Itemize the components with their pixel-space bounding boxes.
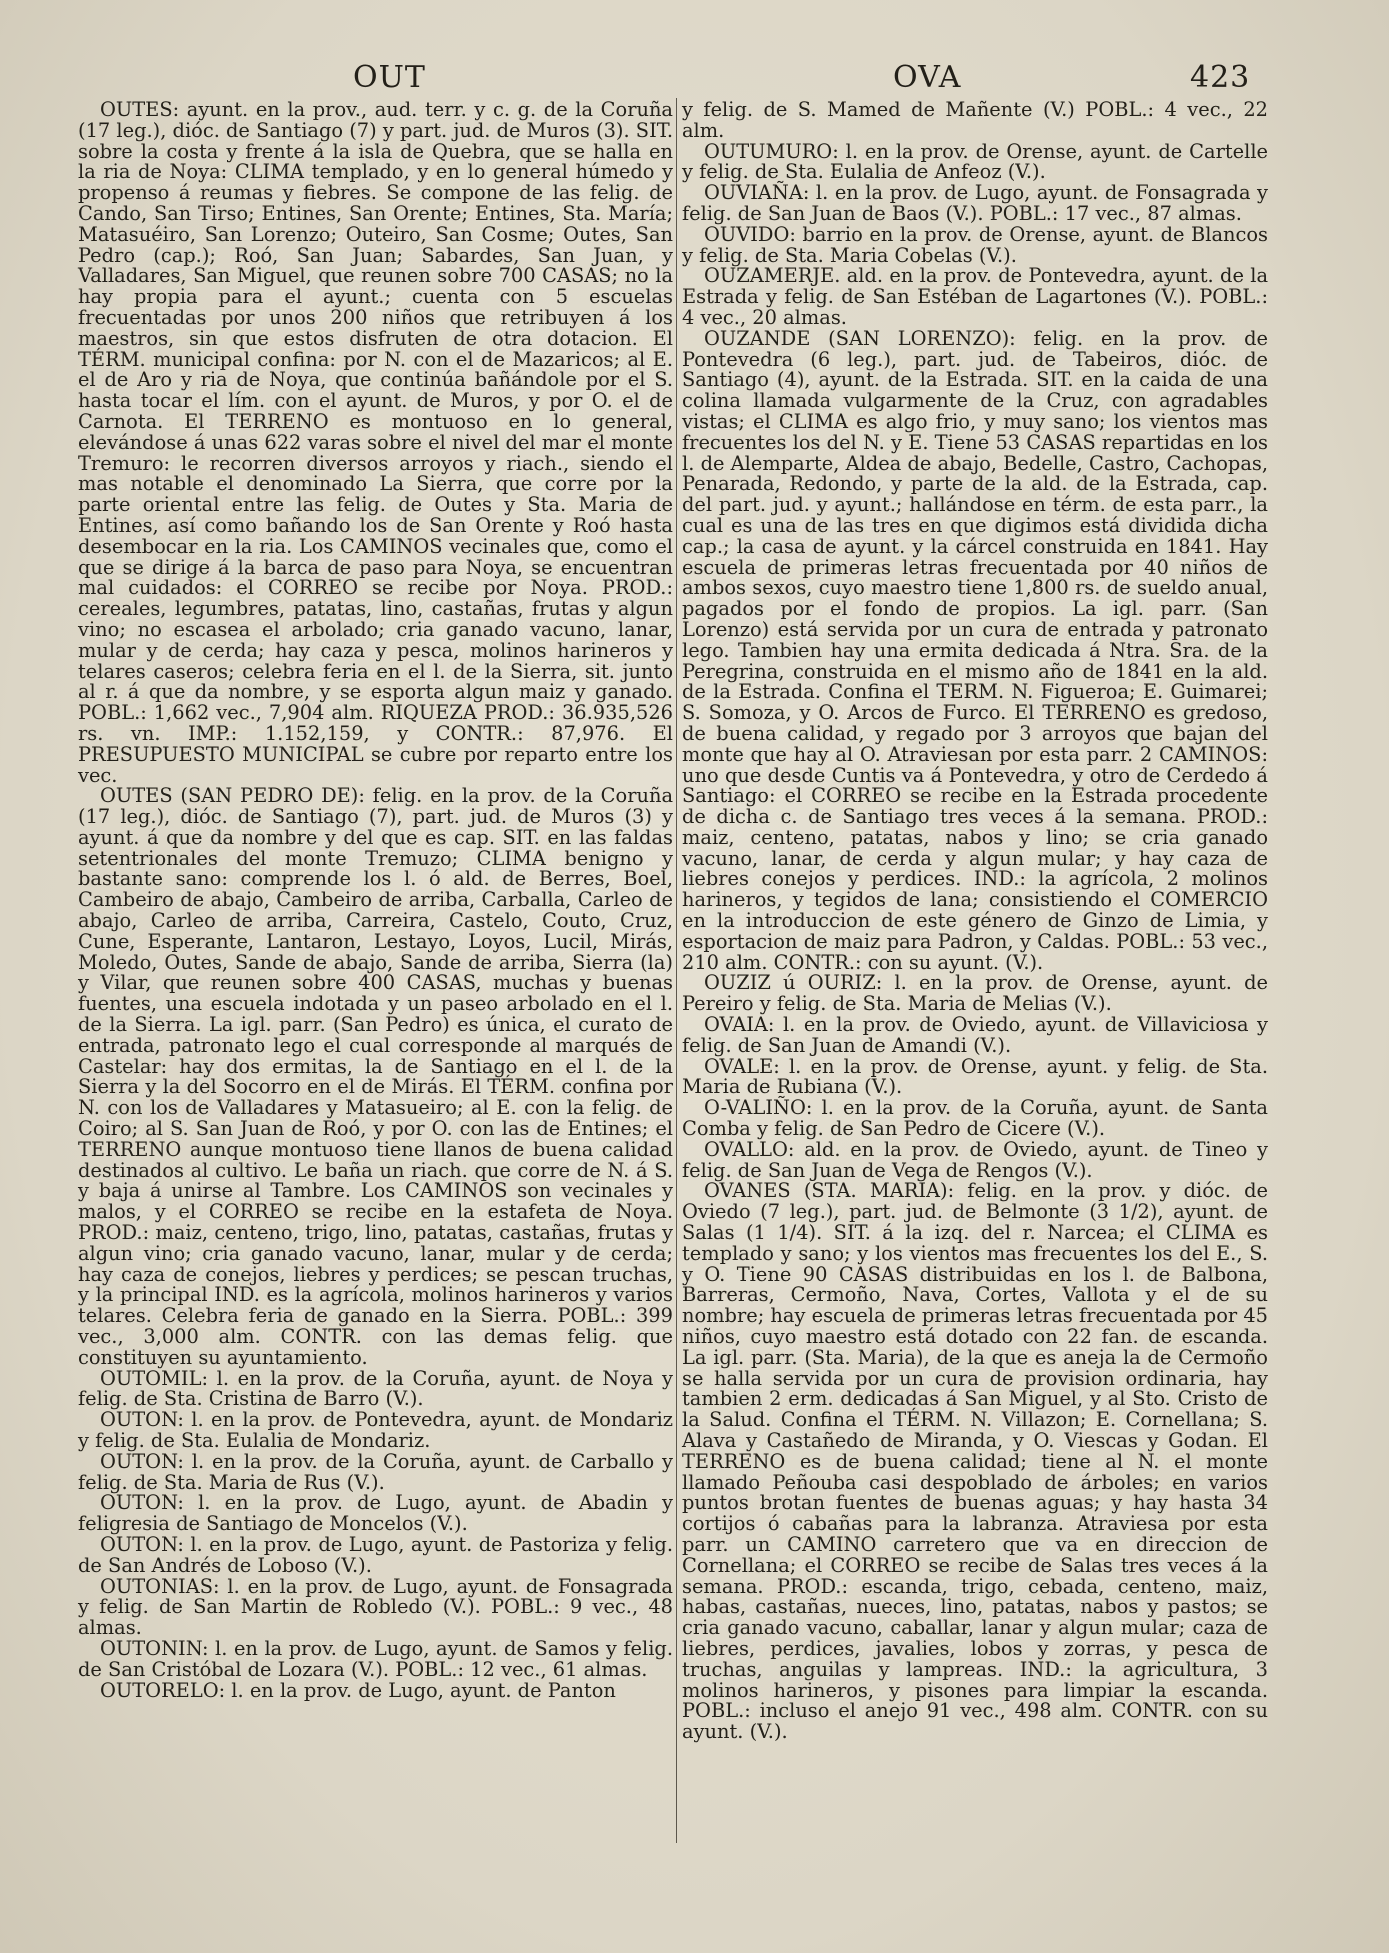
entry-outonin: OUTONIN: l. en la prov. de Lugo, ayunt. de Samos y felig. de San Cristóbal de Lozara (V.). POBL.: 12 vec., 61 almas. [78, 1636, 673, 1681]
entry-ouvido: OUVIDO: barrio en la prov. de Orense, ayunt. de Blancos y felig. de Sta. Maria Cobelas (V.). [682, 222, 1268, 267]
entry-ouziz: OUZIZ ú OURIZ: l. en la prov. de Orense, ayunt. de Pereiro y felig. de Sta. Maria de Melias (V.). [682, 971, 1268, 1016]
entry-outorelo: OUTORELO: l. en la prov. de Lugo, ayunt. de Panton [100, 1678, 616, 1702]
entry-outes-ayunt: OUTES: ayunt. en la prov., aud. terr. y c. g. de la Coruña (17 leg.), dióc. de Santiago (7) y part. jud. de Muros (3). SIT. sobre la costa y frente á la isla de Quebra, que se halla en la ria de Noya: CLIMA templado, y en lo general húmedo y propenso á reumas y fiebres. Se compone de las felig. de Cando, San Tirso; Entines, San Orente; Entines, Sta. María; Matasuéiro, San Lorenzo; Outeiro, San Cosme; Outes, San Pedro (cap.); Roó, San Juan; Sabardes, San Juan, y Valladares, San Miguel, que reunen sobre 700 CASAS; no la hay propia para el ayunt.; cuenta con 5 escuelas frecuentadas por unos 200 niños que retribuyen á los maestros, sin que estos disfruten de otra dotacion. El TÉRM. municipal confina: por N. con el de Mazaricos; al E. el de Aro y ria de Noya, que continúa bañándole por el S. hasta tocar el lím. con el ayunt. de Muros, y por O. el de Carnota. El TERRENO es montuoso en lo general, elevándose á unas 622 varas sobre el nivel del mar el monte Tremuro: le recorren diversos arroyos y riach., siendo el mas notable el denominado La Sierra, que corre por la parte oriental entre las felig. de Outes y Sta. Maria de Entines, así como bañando los de San Orente y Roó hasta desembocar en la ria. Los CAMINOS vecinales que, como el que se dirige á la barca de paso para Noya, se encuentran mal cuidados: el CORREO se recibe por Noya. PROD.: cereales, legumbres, patatas, lino, castañas, frutas y algun vino; no escasea el arbolado; cria ganado vacuno, lanar, mular y de cerda; hay caza y pesca, molinos harineros y telares caseros; celebra feria en el l. de la Sierra, sit. junto al r. á que da nombre, y se esporta algun maiz y ganado. POBL.: 1,662 vec., 7,904 alm. RIQUEZA PROD.: 36.935,526 rs. vn. IMP.: 1.152,159, y CONTR.: 87,976. El PRESUPUESTO MUNICIPAL se cubre por reparto entre los vec. [78, 98, 674, 787]
running-head-left: OUT [353, 60, 426, 95]
entry-outomil: OUTOMIL: l. en la prov. de la Coruña, ayunt. de Noya y felig. de Sta. Cristina de Barro (V.). [78, 1366, 673, 1411]
entry-outes-san-pedro: OUTES (SAN PEDRO DE): felig. en la prov. de la Coruña (17 leg.), dióc. de Santiago (7), part. jud. de Muros (3) y ayunt. á que da nombre y del que es cap. SIT. en las faldas setentrionales del monte Tremuzo; CLIMA benigno y bastante sano: comprende los l. ó ald. de Berres, Boel, Cambeiro de abajo, Cambeiro de arriba, Carballa, Carleo de abajo, Carleo de arriba, Carreira, Castelo, Couto, Cruz, Cune, Esperante, Lantaron, Lestayo, Loyos, Lucil, Mirás, Moledo, Outes, Sande de abajo, Sande de arriba, Sierra (la) y Vilar, que reunen sobre 400 CASAS, muchas y buenas fuentes, una escuela indotada y un paseo arbolado en el l. de la Sierra. La igl. parr. (San Pedro) es única, el curato de entrada, patronato lego el cual corresponde al marqués de Castelar: hay dos ermitas, la de Santiago en el l. de la Sierra y la del Socorro en el de Mirás. El TÉRM. confina por N. con los de Valladares y Matasueiro; al E. con la felig. de Coiro; al S. San Juan de Roó, y por O. con las de Entines; el TERRENO aunque montuoso tiene llanos de buena calidad destinados al cultivo. Le baña un riach. que corre de N. á S. y baja á unirse al Tambre. Los CAMINOS son vecinales y malos, y el CORREO se recibe en la estafeta de Noya. PROD.: maiz, centeno, trigo, lino, patatas, castañas, frutas y algun vino; cria ganado vacuno, lanar, mular y de cerda; hay caza de conejos, liebres y perdices; se pescan truchas, y la principal IND. es la agrícola, molinos harineros y varios telares. Celebra feria de ganado en la Sierra. POBL.: 399 vec., 3,000 alm. CONTR. con las demas felig. que constituyen su ayuntamiento. [78, 784, 673, 1369]
entry-outon-pastoriza: OUTON: l. en la prov. de Lugo, ayunt. de Pastoriza y felig. de San Andrés de Loboso (V.). [78, 1532, 673, 1577]
entry-outon-abadin: OUTON: l. en la prov. de Lugo, ayunt. de Abadin y feligresia de Santiago de Moncelos (V.). [78, 1491, 673, 1536]
entry-ouzamerje: OUZAMERJE. ald. en la prov. de Pontevedra, ayunt. de la Estrada y felig. de San Estéban de Lagartones (V.). POBL.: 4 vec., 20 almas. [682, 264, 1268, 329]
entry-o-valino: O-VALIÑO: l. en la prov. de la Coruña, ayunt. de Santa Comba y felig. de San Pedro de Cicere (V.). [682, 1096, 1268, 1141]
entry-outonias: OUTONIAS: l. en la prov. de Lugo, ayunt. de Fonsagrada y felig. de San Martin de Robledo (V.). POBL.: 9 vec., 48 almas. [78, 1574, 673, 1640]
entry-ouzande: OUZANDE (SAN LORENZO): felig. en la prov. de Pontevedra (6 leg.), part. jud. de Tabeiros, dióc. de Santiago (4), ayunt. de la Estrada. SIT. en la caida de una colina llamada vulgarmente de la Cruz, con agradables vistas; el CLIMA es algo frio, y muy sano; los vientos mas frecuentes los del N. y E. Tiene 53 CASAS repartidas en los l. de Alemparte, Aldea de abajo, Bedelle, Castro, Cachopas, Penarada, Redondo, y parte de la ald. de la Estrada, cap. del part. jud. y ayunt.; hallándose en térm. de esta parr., la cual es una de las tres en que digimos está dividida dicha cap.; la casa de ayunt. y la cárcel construida en 1841. Hay escuela de primeras letras frecuentada por 40 niños de ambos sexos, cuyo maestro tiene 1,800 rs. de sueldo anual, pagados por el fondo de propios. La igl. parr. (San Lorenzo) está servida por un cura de entrada y patronato lego. Tambien hay una ermita dedicada á Ntra. Sra. de la Peregrina, construida en el mismo año de 1841 en la ald. de la Estrada. Confina el TERM. N. Figueroa; E. Guimarei; S. Somoza, y O. Arcos de Furco. El TERRENO es gredoso, de buena calidad, y regado por 3 arroyos que bajan del monte que hay al O. Atraviesan por esta parr. 2 CAMINOS: uno que desde Cuntis va á Pontevedra, y otro de Cerdedo á Santiago: el CORREO se recibe en la Estrada procedente de dicha c. de Santiago tres veces á la semana. PROD.: maiz, centeno, patatas, nabos y lino; se cria ganado vacuno, lanar, de cerda y algun mular; y hay caza de liebres conejos y perdices. IND.: la agrícola, 2 molinos harineros, y tegidos de lana; consistiendo el COMERCIO en la introduccion de este género de Ginzo de Limia, y esportacion de maiz para Padron, y Caldas. POBL.: 53 vec., 210 alm. CONTR.: con su ayunt. (V.). [682, 326, 1268, 974]
entry-ovanes: OVANES (STA. MARIA): felig. en la prov. y dióc. de Oviedo (7 leg.), part. jud. de Belmonte (3 1/2), ayunt. de Salas (1 1/4). SIT. á la izq. del r. Narcea; el CLIMA es templado y sano; y los vientos mas frecuentes los del E., S. y O. Tiene 90 CASAS distribuidas en los l. de Balbona, Barreras, Cermoño, Nava, Cortes, Vallota y el de su nombre; hay escuela de primeras letras frecuentada por 45 niños, cuyo maestro está dotado con 22 fan. de escanda. La igl. parr. (Sta. Maria), de la que es aneja la de Cermoño se halla servida por un cura de provision ordinaria, hay tambien 2 erm. dedicadas á San Miguel, y al Sto. Cristo de la Salud. Confina el TÉRM. N. Villazon; E. Cornellana; S. Alava y Castañedo de Miranda, y O. Viescas y Godan. El TERRENO es de buena calidad; tiene al N. el monte llamado Peñouba casi despoblado de árboles; en varios puntos brotan fuentes de buenas aguas; y hay hasta 34 cortijos ó cabañas para la labranza. Atraviesa por esta parr. un CAMINO carretero que va en direccion de Cornellana; el CORREO se recibe de Salas tres veces á la semana. PROD.: escanda, trigo, cebada, centeno, maiz, habas, castañas, nueces, lino, patatas, nabos y pastos; se cria ganado vacuno, caballar, lanar y algun mular; caza de liebres, perdices, javalies, lobos y zorras, y pesca de truchas, anguilas y lampreas. IND.: la agricultura, 3 molinos harineros, y pisones para limpiar la escanda. POBL.: incluso el anejo 91 vec., 498 alm. CONTR. con su ayunt. (V.). [682, 1179, 1268, 1744]
entry-outon-mondariz: OUTON: l. en la prov. de Pontevedra, ayunt. de Mondariz y felig. de Sta. Eulalia de Mondariz. [78, 1408, 673, 1452]
right-column [682, 100, 1268, 1743]
entry-ovallo: OVALLO: ald. en la prov. de Oviedo, ayunt. de Tineo y felig. de San Juan de Vega de Rengos (V.). [682, 1137, 1268, 1182]
entry-ovale: OVALE: l. en la prov. de Orense, ayunt. y felig. de Sta. Maria de Rubiana (V.). [682, 1054, 1268, 1099]
column-divider [676, 98, 677, 1843]
entry-outumuro: OUTUMURO: l. en la prov. de Orense, ayunt. de Cartelle y felig. de Sta. Eulalia de Anfeoz (V.). [682, 139, 1268, 184]
entry-outon-carballo: OUTON: l. en la prov. de la Coruña, ayunt. de Carballo y felig. de Sta. Maria de Rus (V.). [78, 1449, 673, 1494]
running-head-right: OVA [893, 60, 962, 95]
entry-outorelo-continued: y felig. de S. Mamed de Mañente (V.) POBL.: 4 vec., 22 alm. [682, 98, 1268, 142]
left-column [78, 100, 673, 1701]
entry-ouviana: OUVIAÑA: l. en la prov. de Lugo, ayunt. de Fonsagrada y felig. de San Juan de Baos (V.). POBL.: 17 vec., 87 almas. [682, 181, 1268, 225]
entry-ovaia: OVAIA: l. en la prov. de Oviedo, ayunt. de Villaviciosa y felig. de San Juan de Amandi (V.). [682, 1013, 1268, 1057]
page-number: 423 [1190, 60, 1251, 95]
